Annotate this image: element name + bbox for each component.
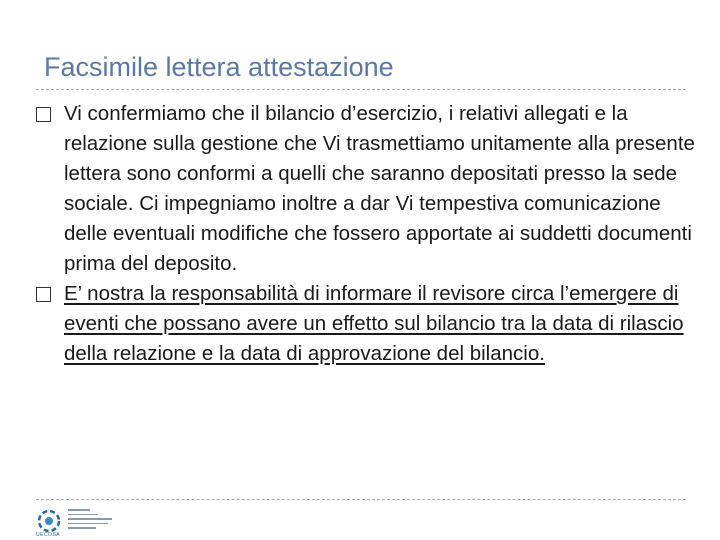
- logo-text-block: [68, 509, 118, 532]
- square-bullet-icon: [36, 287, 51, 302]
- bullet-text: Vi confermiamo che il bilancio d’esercizio, i relativi allegati e la relazione sulla gestione che Vi trasmettiamo unitamente alla presente lettera sono conformi a quelli che saranno depositati presso la sede sociale. Ci impegniamo inoltre a dar Vi tempestiva comunicazione delle eventuali modifiche che fossero apportate ai suddetti documenti prima del deposito.: [64, 102, 695, 275]
- footer-logo: [36, 508, 126, 538]
- square-bullet-icon: [36, 107, 51, 122]
- bullet-item: [36, 99, 696, 279]
- bullet-list: [36, 99, 696, 369]
- bullet-item: [36, 279, 696, 369]
- title-divider: [36, 89, 686, 90]
- bullet-text: E’ nostra la responsabilità di informare il revisore circa l’emergere di eventi che possano avere un effetto sul bilancio tra la data di rilascio della relazione e la data di approvazione del bilancio.: [64, 282, 684, 365]
- organization-logo-icon: [36, 508, 62, 534]
- footer-divider: [36, 499, 686, 500]
- logo-caption: UECOSA: [36, 532, 61, 538]
- slide-title: Facsimile lettera attestazione: [44, 52, 394, 82]
